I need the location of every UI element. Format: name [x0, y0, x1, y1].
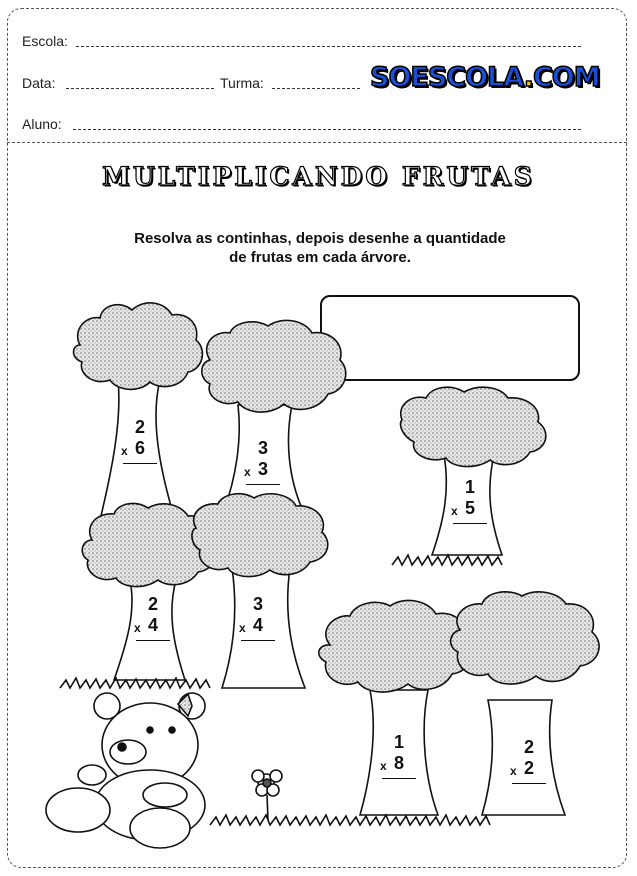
operation-7	[510, 737, 535, 779]
operation-5-answer-line[interactable]	[241, 640, 275, 641]
operation-5-b: 4	[253, 615, 264, 635]
operation-2	[244, 438, 269, 480]
flower	[252, 770, 282, 820]
worksheet-title: MULTIPLICANDO FRUTAS	[102, 162, 535, 191]
operation-5-a: 3	[253, 594, 264, 614]
operation-6-answer-line[interactable]	[382, 778, 416, 779]
operation-3	[451, 477, 476, 519]
operation-1-sign: x	[121, 444, 128, 458]
escola-label: Escola:	[22, 33, 68, 49]
tree-6	[319, 600, 471, 815]
operation-5	[239, 594, 264, 636]
operation-7-answer-line[interactable]	[512, 783, 546, 784]
aluno-label: Aluno:	[22, 116, 62, 132]
tree-5	[192, 494, 328, 688]
operation-2-a: 3	[258, 438, 269, 458]
tree-1	[74, 303, 203, 520]
operation-3-sign: x	[451, 504, 458, 518]
operation-1-answer-line[interactable]	[123, 463, 157, 464]
operation-7-b: 2	[524, 758, 535, 778]
operation-7-a: 2	[524, 737, 535, 757]
tree-7	[451, 592, 600, 815]
turma-label: Turma:	[220, 75, 264, 91]
operation-5-sign: x	[239, 621, 246, 635]
operation-1-a: 2	[135, 417, 146, 437]
operation-6-b: 8	[394, 753, 405, 773]
brand-tld: COM	[532, 62, 600, 93]
operation-2-answer-line[interactable]	[246, 484, 280, 485]
operation-7-sign: x	[510, 764, 517, 778]
brand-main: SOESCOLA	[370, 62, 524, 93]
operation-6-sign: x	[380, 759, 387, 773]
tree-2	[202, 320, 346, 515]
operation-3-b: 5	[465, 498, 476, 518]
operation-2-b: 3	[258, 459, 269, 479]
teddy-bear	[46, 693, 205, 848]
brand-dot: .	[523, 62, 533, 93]
operation-2-sign: x	[244, 465, 251, 479]
operation-4-a: 2	[148, 594, 159, 614]
operation-1-b: 6	[135, 438, 146, 458]
instructions-line-2: de frutas em cada árvore.	[229, 249, 411, 266]
operation-3-a: 1	[465, 477, 476, 497]
operation-1	[121, 417, 146, 459]
operation-4-sign: x	[134, 621, 141, 635]
operation-6-a: 1	[394, 732, 405, 752]
operation-4	[134, 594, 159, 636]
instructions-line-1: Resolva as continhas, depois desenhe a quantidade	[134, 230, 506, 247]
data-label: Data:	[22, 75, 56, 91]
operation-4-b: 4	[148, 615, 159, 635]
operation-3-answer-line[interactable]	[453, 523, 487, 524]
tree-3	[401, 387, 546, 555]
operation-4-answer-line[interactable]	[136, 640, 170, 641]
operation-6	[380, 732, 405, 774]
